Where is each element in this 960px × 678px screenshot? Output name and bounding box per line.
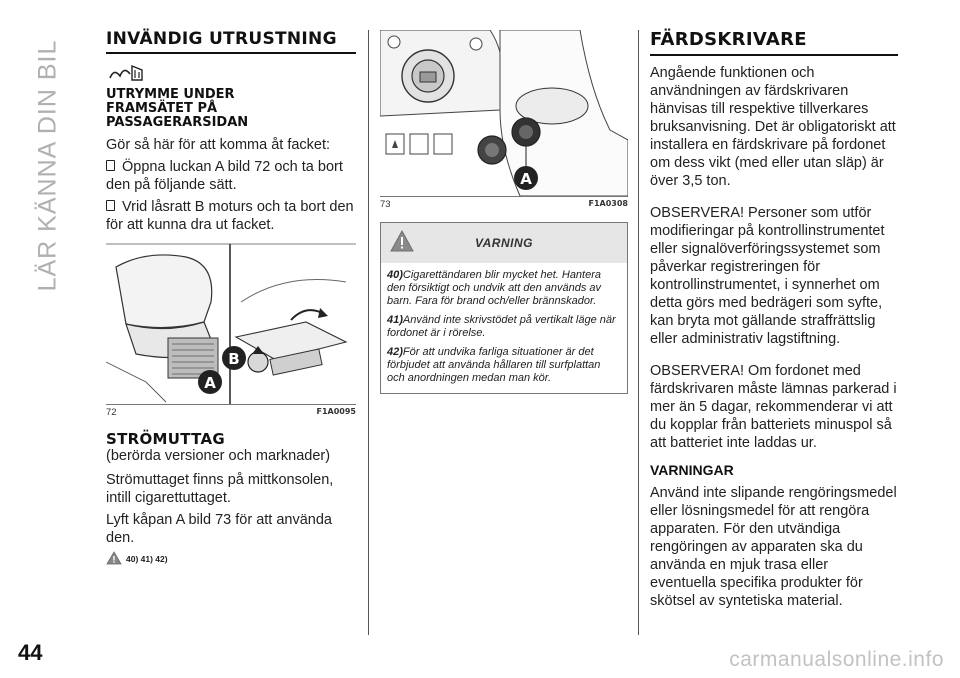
figure-72-caption [106, 405, 356, 418]
section-title-interior: INVÄNDIG UTRUSTNING [106, 29, 337, 49]
warnings-heading: VARNINGAR [650, 462, 734, 478]
figure-72 [106, 242, 356, 405]
column-divider [638, 30, 639, 635]
column-2 [380, 30, 628, 394]
title-rule [650, 54, 898, 56]
figure-73-label-a: A [520, 170, 532, 188]
warning-triangle-icon [106, 551, 122, 565]
socket-paragraph-2: Lyft kåpan A bild 73 för att använda den. [106, 512, 332, 546]
warning-item: 40)Cigarettändaren blir mycket het. Hantera den försiktigt och undvik att den används av barn. Fara för brand och/eller brännskador. [387, 269, 602, 307]
tachograph-paragraph-2: OBSERVERA! Personer som utför modifieringar på kontrollinstrumentet eller signalöverföringssystemet som påverkar registreringen för kontrollinstrumentet, i synnerhet om detta görs med bedrägeri som syfte, kan bryta mot gällande straffrättslig eller administrativ lagstiftning. [650, 205, 885, 347]
socket-paragraph-1: Strömuttaget finns på mittkonsolen, intill cigarettuttaget. [106, 472, 334, 506]
ecology-icon [106, 62, 356, 88]
figure-72-label-a: A [204, 374, 216, 392]
column-3 [650, 30, 898, 614]
tachograph-paragraph-1: Angående funktionen och användningen av färdskrivaren hänvisas till respektive tillverkares bruksanvisning. Det är obligatoriskt att installera en färdskrivare på fordonet om dess vikt (med eller utan släp) är över 3,5 ton. [650, 65, 896, 189]
column-1 [106, 30, 356, 570]
warning-body [381, 263, 627, 393]
figure-72-label-b: B [228, 350, 240, 368]
step-2: Vrid låsratt B moturs och ta bort den för att kunna dra ut facket. [106, 199, 354, 233]
figure-72-code: F1A0095 [316, 407, 356, 416]
section-title-tachograph: FÄRDSKRIVARE [650, 29, 807, 50]
figure-73-code: F1A0308 [588, 199, 628, 208]
section-title-socket: STRÖMUTTAG [106, 430, 226, 448]
title-rule [106, 52, 356, 54]
step-1: Öppna luckan A bild 72 och ta bort den på följande sätt. [106, 159, 343, 193]
instruction-intro: Gör så här för att komma åt facket: [106, 137, 331, 153]
bullet-icon [106, 160, 115, 171]
warning-title: VARNING [475, 236, 533, 250]
warning-box [380, 222, 628, 394]
warning-references: 40) 41) 42) [106, 551, 356, 570]
warning-item: 41)Använd inte skrivstödet på vertikalt läge när fordonet är i rörelse. [387, 314, 616, 339]
chapter-side-title: LÄR KÄNNA DIN BIL [33, 39, 62, 291]
figure-72-illustration [106, 242, 356, 404]
socket-note: (berörda versioner och marknader) [106, 448, 331, 464]
warning-triangle-icon [389, 229, 415, 253]
watermark: carmanualsonline.info [729, 648, 944, 671]
tachograph-paragraph-3: OBSERVERA! Om fordonet med färdskrivaren måste lämnas parkerad i mer än 5 dagar, rekommenderar vi att du kopplar från batteriets minuspol så att batteriet inte laddas ur. [650, 363, 897, 451]
warning-item: 42)För att undvika farliga situationer är det förbjudet att använda hållaren till surfplattan och anordningen medan man kör. [387, 346, 601, 384]
subsection-title-under-seat: UTRYMME UNDER FRAMSÄTET PÅ PASSAGERARSIDAN [106, 87, 249, 130]
bullet-icon [106, 200, 115, 211]
figure-73-number: 73 [380, 199, 391, 210]
warning-header [381, 223, 627, 263]
page-number: 44 [18, 640, 43, 665]
column-divider [368, 30, 369, 635]
figure-73-illustration [380, 30, 628, 196]
figure-72-number: 72 [106, 407, 117, 418]
tachograph-paragraph-4: Använd inte slipande rengöringsmedel eller lösningsmedel för att rengöra apparaten. För den utvändiga rengöringen av apparaten ska du använda en mjuk trasa eller eventuella specifika produkter för skötsel av syntetiska material. [650, 485, 897, 609]
figure-73 [380, 30, 628, 197]
figure-73-caption [380, 197, 628, 210]
